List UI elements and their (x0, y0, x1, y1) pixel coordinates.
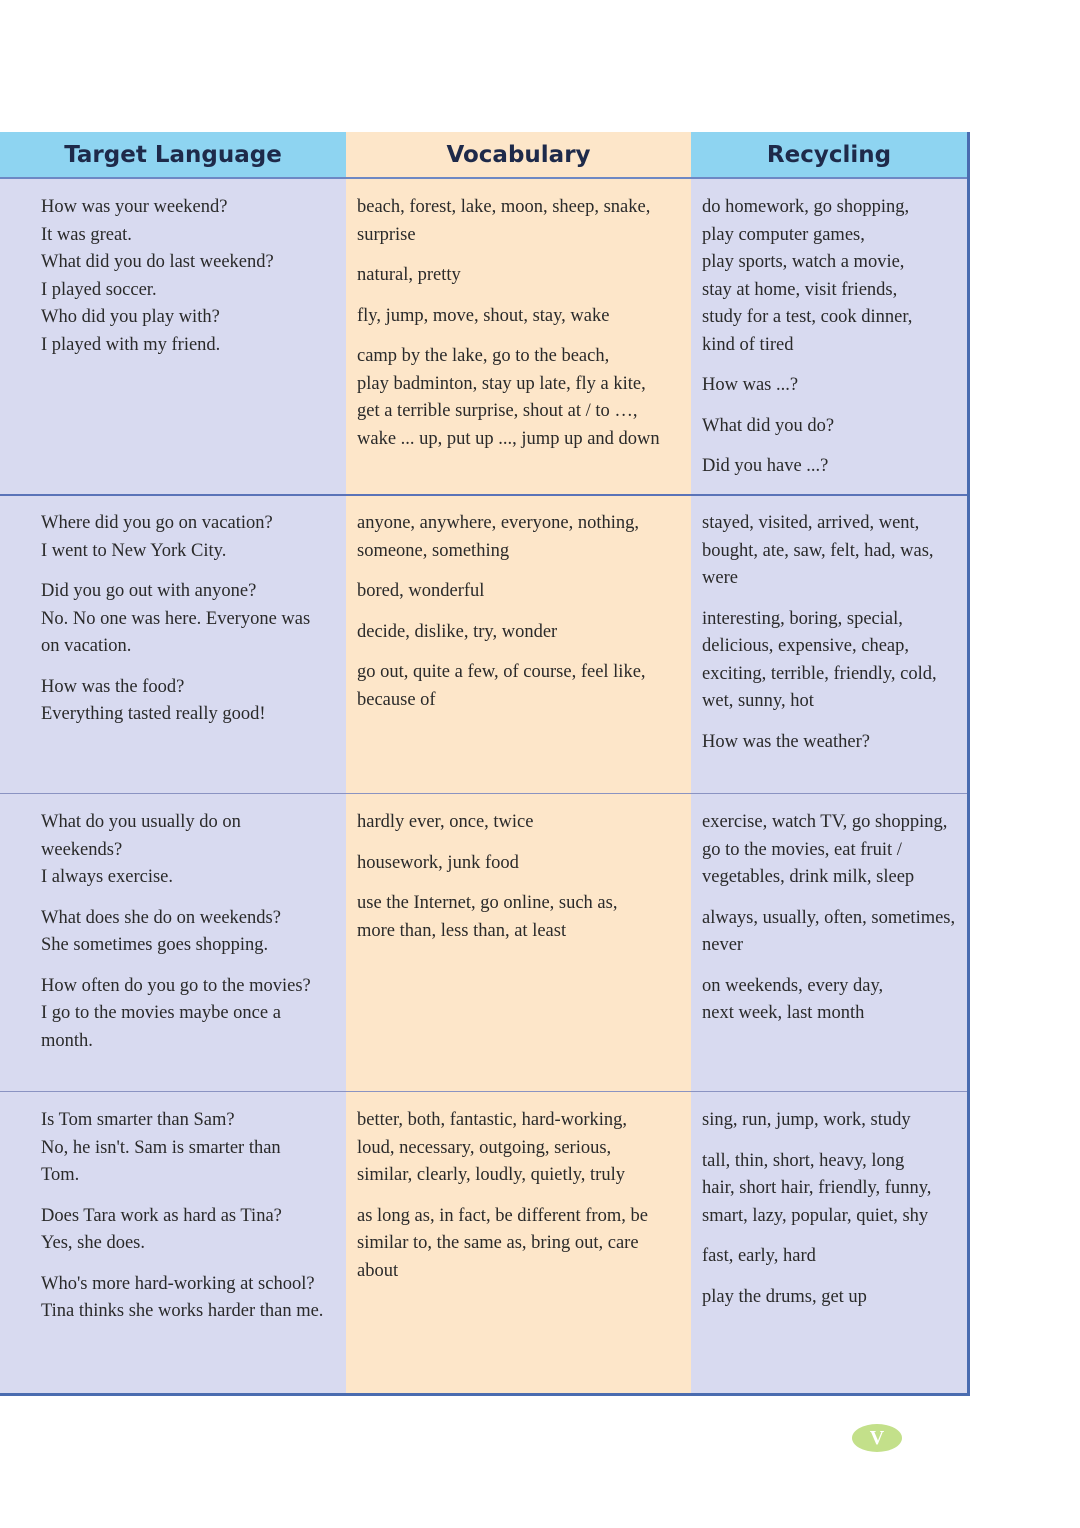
recycling-cell (702, 809, 964, 1028)
text-line: on weekends, every day, (702, 975, 884, 996)
recycling-cell (702, 510, 964, 756)
text-line: It was great. (41, 224, 132, 245)
text-line: Tom. (41, 1165, 80, 1185)
text-line: were (702, 568, 738, 588)
text-line: kind of tired (702, 334, 794, 355)
row-divider (0, 1091, 967, 1092)
text-line: play computer games, (702, 224, 865, 245)
text-line: natural, pretty (357, 265, 461, 285)
text-line: stayed, visited, arrived, went, (702, 513, 920, 533)
text-line: go out, quite a few, of course, feel like, (357, 662, 646, 682)
text-line: No, he isn't. Sam is smarter than (41, 1137, 281, 1158)
text-line: similar to, the same as, bring out, care (357, 1233, 639, 1253)
text-line: loud, necessary, outgoing, serious, (357, 1137, 612, 1158)
header-target-language: Target Language (0, 132, 346, 179)
text-line: exciting, terrible, friendly, cold, (702, 663, 937, 684)
text-line: vegetables, drink milk, sleep (702, 867, 915, 887)
text-line: better, both, fantastic, hard-working, (357, 1110, 627, 1130)
text-line: get a terrible surprise, shout at / to …, (357, 401, 638, 421)
text-line: Did you go out with anyone? (41, 581, 257, 601)
text-line: bored, wonderful (357, 581, 485, 601)
text-line: wake ... up, put up ..., jump up and down (357, 428, 660, 449)
text-line: about (357, 1260, 399, 1281)
text-line: What do you usually do on (41, 812, 241, 832)
recycling-cell (702, 194, 964, 481)
text-line: Did you have ...? (702, 456, 829, 476)
text-line: Tina thinks she works harder than me. (41, 1301, 324, 1321)
text-line: go to the movies, eat fruit / (702, 839, 902, 860)
text-line: How often do you go to the movies? (41, 975, 311, 996)
text-line: play sports, watch a movie, (702, 252, 905, 272)
text-line: do homework, go shopping, (702, 197, 910, 217)
page-number: V (852, 1424, 902, 1452)
text-line: never (702, 935, 744, 955)
text-line: interesting, boring, special, (702, 608, 903, 629)
text-line: Yes, she does. (41, 1233, 145, 1253)
text-line: smart, lazy, popular, quiet, shy (702, 1205, 929, 1226)
text-line: decide, dislike, try, wonder (357, 621, 558, 642)
text-line: I always exercise. (41, 867, 174, 887)
text-line: play badminton, stay up late, fly a kite, (357, 373, 646, 394)
text-line: What does she do on weekends? (41, 907, 281, 928)
text-line: study for a test, cook dinner, (702, 307, 913, 327)
text-line: play the drums, get up (702, 1286, 867, 1307)
text-line: How was the weather? (702, 731, 870, 752)
target-language-cell (41, 510, 341, 729)
text-line: I played soccer. (41, 279, 157, 300)
text-line: wet, sunny, hot (702, 691, 814, 711)
row-divider (0, 494, 967, 496)
text-line: No. No one was here. Everyone was (41, 608, 311, 629)
text-line: delicious, expensive, cheap, (702, 636, 910, 656)
text-line: similar, clearly, loudly, quietly, truly (357, 1165, 625, 1185)
vocabulary-cell (357, 194, 687, 453)
vocabulary-cell (357, 809, 687, 945)
text-line: How was the food? (41, 676, 185, 697)
text-line: housework, junk food (357, 852, 519, 873)
text-line: use the Internet, go online, such as, (357, 893, 618, 913)
text-line: beach, forest, lake, moon, sheep, snake, (357, 197, 651, 217)
text-line: weekends? (41, 839, 123, 860)
text-line: hair, short hair, friendly, funny, (702, 1178, 932, 1198)
text-line: next week, last month (702, 1003, 865, 1023)
text-line: Is Tom smarter than Sam? (41, 1110, 235, 1130)
text-line: month. (41, 1030, 93, 1051)
text-line: Everything tasted really good! (41, 704, 266, 724)
recycling-cell (702, 1107, 964, 1311)
text-line: Who did you play with? (41, 307, 220, 327)
text-line: What did you do? (702, 415, 835, 436)
target-language-cell (41, 809, 341, 1055)
text-line: always, usually, often, sometimes, (702, 907, 956, 928)
curriculum-table (0, 132, 970, 1396)
text-line: someone, something (357, 540, 510, 561)
text-line: exercise, watch TV, go shopping, (702, 812, 948, 832)
header-recycling: Recycling (691, 132, 967, 179)
header-vocabulary: Vocabulary (346, 132, 691, 179)
vocabulary-cell (357, 1107, 687, 1285)
text-line: Does Tara work as hard as Tina? (41, 1205, 282, 1226)
text-line: on vacation. (41, 636, 132, 656)
text-line: hardly ever, once, twice (357, 812, 534, 832)
text-line: stay at home, visit friends, (702, 279, 898, 300)
text-line: I played with my friend. (41, 334, 221, 355)
text-line: tall, thin, short, heavy, long (702, 1150, 905, 1171)
text-line: anyone, anywhere, everyone, nothing, (357, 513, 640, 533)
row-divider (0, 793, 967, 794)
text-line: How was ...? (702, 375, 799, 395)
text-line: as long as, in fact, be different from, be (357, 1205, 648, 1226)
text-line: How was your weekend? (41, 197, 228, 217)
text-line: She sometimes goes shopping. (41, 935, 269, 955)
text-line: Who's more hard-working at school? (41, 1273, 315, 1294)
text-line: sing, run, jump, work, study (702, 1110, 911, 1130)
target-language-cell (41, 1107, 341, 1326)
text-line: fly, jump, move, shout, stay, wake (357, 305, 610, 326)
text-line: camp by the lake, go to the beach, (357, 346, 610, 366)
target-language-cell (41, 194, 341, 359)
text-line: I went to New York City. (41, 540, 227, 561)
text-line: I go to the movies maybe once a (41, 1003, 281, 1023)
text-line: bought, ate, saw, felt, had, was, (702, 540, 934, 561)
text-line: because of (357, 689, 436, 710)
text-line: Where did you go on vacation? (41, 513, 273, 533)
vocabulary-cell (357, 510, 687, 714)
text-line: What did you do last weekend? (41, 252, 274, 272)
text-line: fast, early, hard (702, 1246, 816, 1266)
text-line: more than, less than, at least (357, 920, 567, 941)
text-line: surprise (357, 224, 416, 245)
